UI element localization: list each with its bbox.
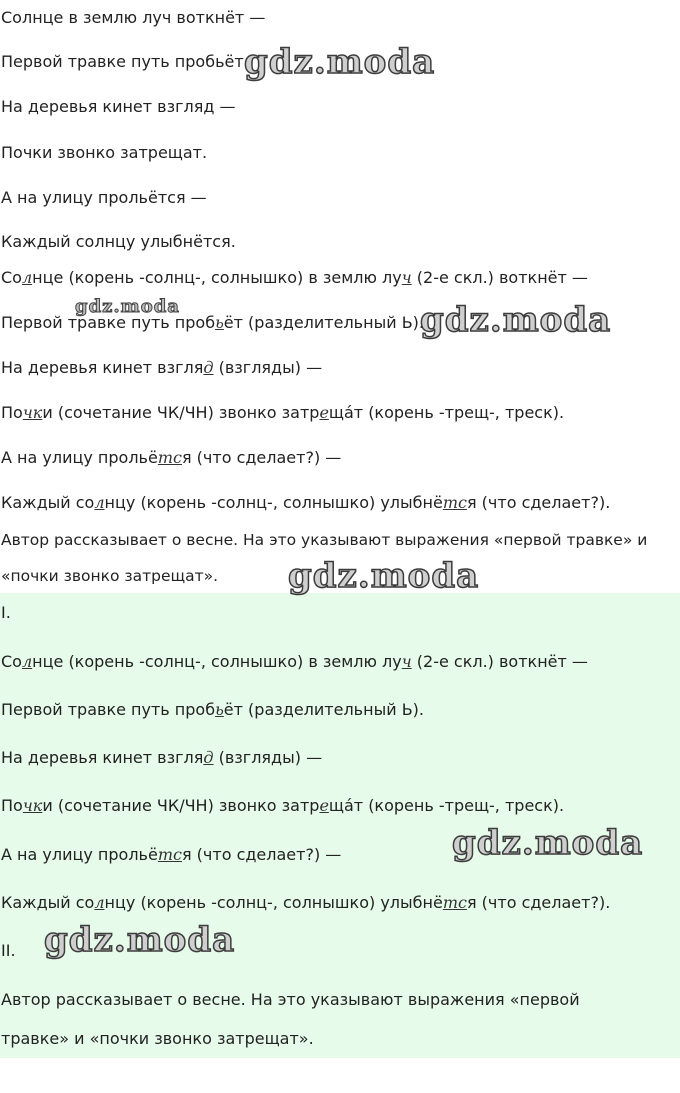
watermark-logo: gdz.moda (75, 296, 180, 317)
watermark-logo: gdz.moda (420, 300, 612, 340)
green-analysis-line-6: Каждый солнцу (корень -солнц-, солнышко) улыбнётся (что сделает?). (1, 893, 611, 912)
poem-line-3: На деревья кинет взгляд — (1, 97, 236, 116)
analysis-line-3: На деревья кинет взгляд (взгляды) — (1, 358, 323, 377)
green-analysis-line-1: Солнце (корень -солнц-, солнышко) в землю луч (2-е скл.) воткнёт — (1, 652, 588, 671)
green-analysis-line-2: Первой травке путь пробьёт (разделительный Ь). (1, 700, 424, 719)
analysis-line-6: Каждый солнцу (корень -солнц-, солнышко) улыбнётся (что сделает?). (1, 493, 611, 512)
watermark-logo: gdz.moda (44, 920, 236, 960)
watermark-logo: gdz.moda (288, 556, 480, 596)
analysis-line-4: Почки (сочетание ЧК/ЧН) звонко затрещáт (корень -трещ-, треск). (1, 403, 565, 422)
section-number-1: I. (1, 603, 11, 622)
green-answer-line-2: травке» и «почки звонко затрещат». (1, 1029, 314, 1048)
watermark-logo: gdz.moda (452, 823, 644, 863)
green-analysis-line-5: А на улицу прольётся (что сделает?) — (1, 845, 342, 864)
green-answer-line-1: Автор рассказывает о весне. На это указывают выражения «первой (1, 990, 580, 1009)
answer-line-2: «почки звонко затрещат». (1, 567, 219, 585)
green-analysis-line-4: Почки (сочетание ЧК/ЧН) звонко затрещáт (корень -трещ-, треск). (1, 796, 565, 815)
green-analysis-line-3: На деревья кинет взгляд (взгляды) — (1, 748, 323, 767)
section-number-2: II. (1, 941, 16, 960)
poem-line-2: Первой травке путь пробьёт. (1, 52, 249, 71)
poem-line-4: Почки звонко затрещат. (1, 143, 208, 162)
watermark-logo: gdz.moda (244, 42, 436, 82)
analysis-line-5: А на улицу прольётся (что сделает?) — (1, 448, 342, 467)
poem-line-6: Каждый солнцу улыбнётся. (1, 232, 236, 251)
poem-line-5: А на улицу прольётся — (1, 188, 207, 207)
analysis-line-1: Солнце (корень -солнц-, солнышко) в землю луч (2-е скл.) воткнёт — (1, 268, 588, 287)
analysis-line-2: Первой травке путь пробьёт (разделительный Ь). (1, 313, 424, 332)
poem-line-1: Солнце в землю луч воткнёт — (1, 8, 266, 27)
answer-line-1: Автор рассказывает о весне. На это указывают выражения «первой травке» и (1, 531, 648, 549)
